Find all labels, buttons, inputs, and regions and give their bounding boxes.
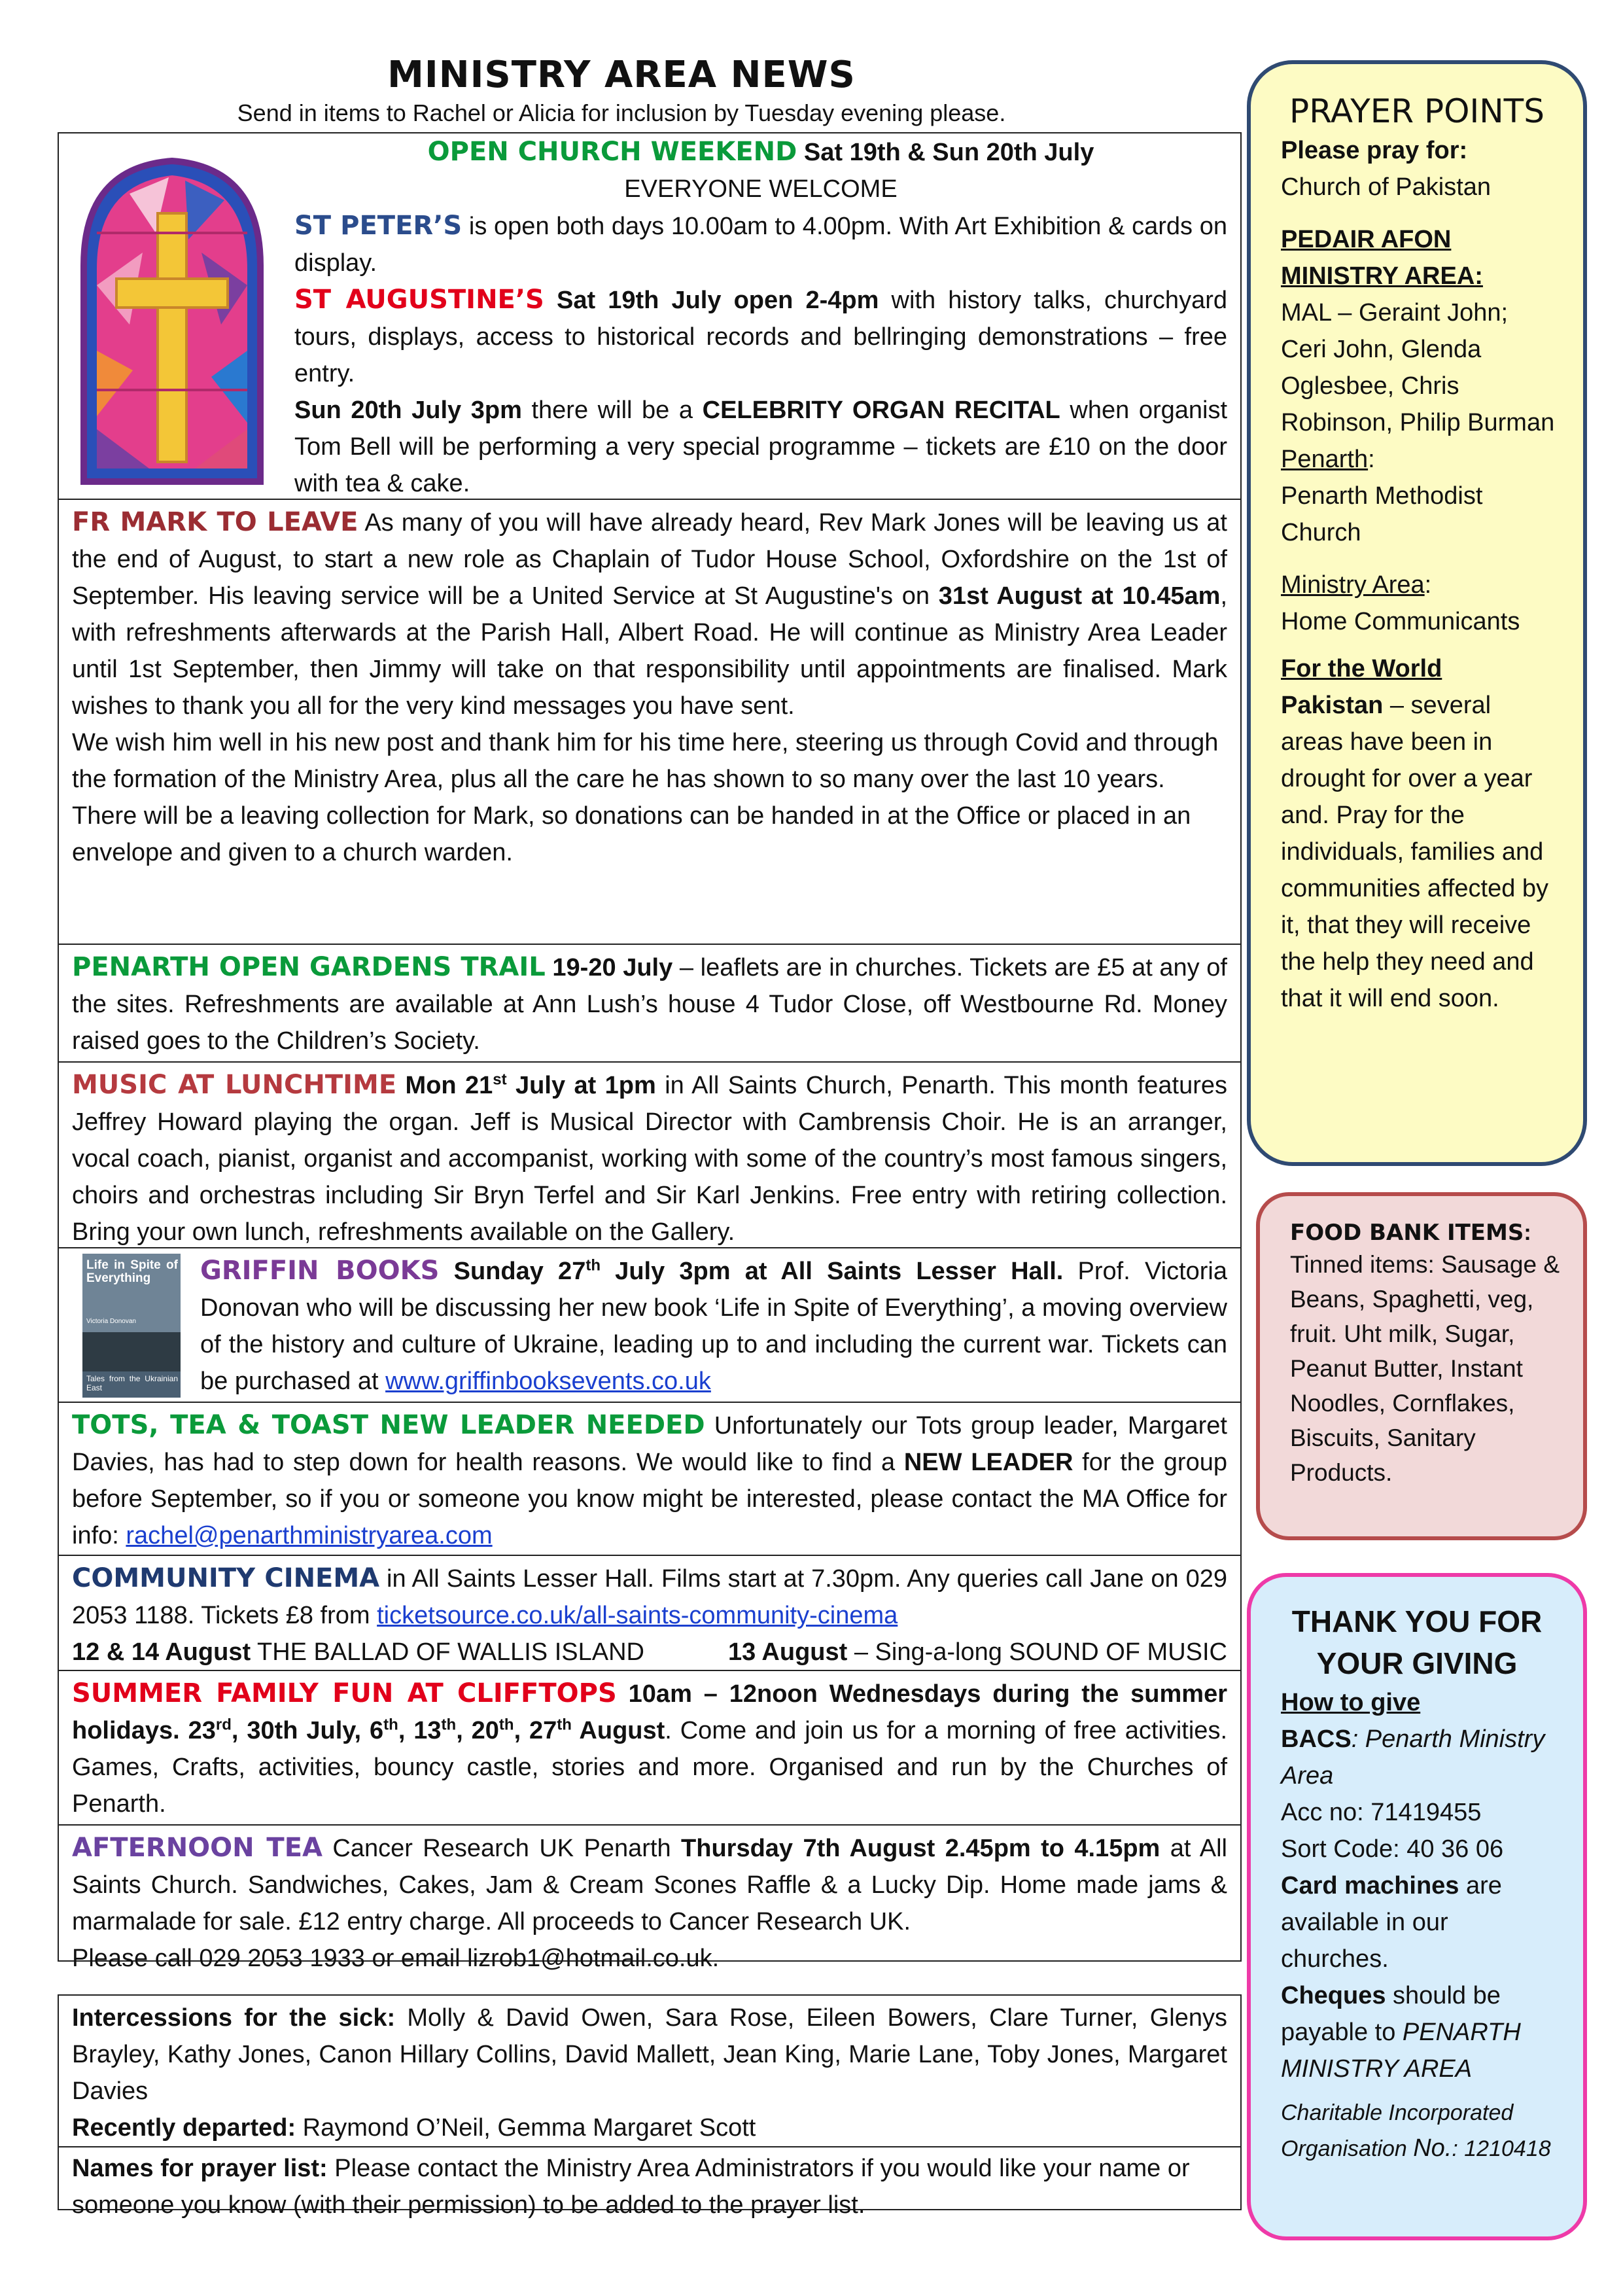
ministry-area-heading: Ministry Area <box>1281 571 1425 599</box>
cinema-heading: COMMUNITY CINEMA <box>72 1563 380 1593</box>
section-cinema <box>59 1556 1240 1671</box>
cinema-film-2 <box>728 1634 1227 1670</box>
cinema-film-1 <box>72 1634 644 1670</box>
bacs-label: BACS <box>1281 1725 1352 1753</box>
summer-dates-c: , 13 <box>398 1717 442 1744</box>
ministry-area-heading-line <box>1281 567 1560 603</box>
organ-recital-text-a: there will be a <box>521 397 703 424</box>
summer-sup-3: th <box>441 1716 457 1734</box>
tots-new-leader: NEW LEADER <box>903 1449 1073 1476</box>
book-cover-title: Life in Spite of Everything <box>86 1258 178 1285</box>
for-the-world-heading: For the World <box>1281 655 1442 682</box>
card-machines-text: are available in our churches. <box>1281 1872 1502 1973</box>
tots-email-link[interactable]: rachel@penarthministryarea.com <box>126 1522 493 1549</box>
book-cover-author: Victoria Donovan <box>86 1318 136 1325</box>
prayer-list-text: Please contact the Ministry Area Administrators if you would like your name or someone you know (with their permission) to be added to the prayer list. <box>72 2155 1190 2219</box>
book-cover-image <box>82 1254 181 1398</box>
cinema-film-1-title: THE BALLAD OF WALLIS ISLAND <box>251 1638 644 1666</box>
giving-title: THANK YOU FOR YOUR GIVING <box>1291 1604 1543 1680</box>
summer-sup-1: rd <box>215 1716 232 1734</box>
news-column <box>58 132 1242 1972</box>
st-peters-paragraph <box>294 207 1227 281</box>
griffin-date-b: July 3pm at All Saints Lesser Hall. <box>600 1258 1064 1285</box>
open-church-heading-line <box>294 133 1227 171</box>
food-bank-panel <box>1256 1192 1587 1540</box>
section-griffin-books <box>59 1248 1240 1403</box>
card-machines <box>1281 1867 1560 1977</box>
home-communicants: Home Communicants <box>1281 608 1520 635</box>
charity-number <box>1281 2095 1560 2166</box>
afternoon-tea-date: Thursday 7th August 2.45pm to 4.15pm <box>681 1835 1161 1862</box>
section-open-gardens <box>59 945 1240 1063</box>
open-gardens-heading: PENARTH OPEN GARDENS TRAIL <box>72 952 546 982</box>
charity-no-label: No. <box>1413 2134 1452 2162</box>
music-text: in All Saints Church, Penarth. This month features Jeffrey Howard playing the organ. Jeff is Musical Director with Cambrensis Choir. He is an arranger, vocal coach, pianist, organist and accompanist, working with some of the country’s most famous singers, choirs and orchestras including Sir Bryn Terfel and Sir Karl Jenkins. Free entry with retiring collection. Bring your own lunch, refreshments available on the Gallery. <box>72 1072 1228 1246</box>
cheques-label: Cheques <box>1281 1982 1386 2009</box>
summer-dates-b: , 30th July, 6 <box>231 1717 384 1744</box>
pedair-afon-heading: PEDAIR AFON MINISTRY AREA: <box>1281 226 1483 290</box>
prayer-points-title: PRAYER POINTS <box>1289 92 1544 130</box>
st-augustines-heading: ST AUGUSTINE’S <box>294 285 544 315</box>
organ-recital-title: CELEBRITY ORGAN RECITAL <box>702 397 1060 424</box>
music-date-sup: st <box>493 1070 507 1089</box>
intercessions-section <box>59 1996 1240 2147</box>
organ-recital-paragraph <box>294 392 1227 502</box>
leaving-service-date: 31st August at 10.45am <box>938 582 1221 610</box>
tots-text-b: for the group before September, so if you or someone you know might be interested, please contact the MA Office for info: <box>72 1449 1227 1549</box>
griffin-heading: GRIFFIN BOOKS <box>200 1256 440 1286</box>
please-pray-for: Please pray for: <box>1281 137 1468 164</box>
open-church-text <box>294 133 1227 502</box>
music-date-a: Mon 21 <box>396 1072 493 1099</box>
intercessions-sick-names: Molly & David Owen, Sara Rose, Eileen Bowers, Clare Turner, Glenys Brayley, Kathy Jones, Canon Hillary Collins, David Mallett, Jean King, Marie Lane, Toby Jones, Margaret Davies <box>72 2004 1227 2105</box>
st-augustines-time: Sat 19th July open 2-4pm <box>544 287 879 314</box>
summer-heading: SUMMER FAMILY FUN AT CLIFFTOPS <box>72 1678 617 1708</box>
penarth-heading: Penarth <box>1281 446 1369 473</box>
fr-mark-heading: FR MARK TO LEAVE <box>72 507 358 537</box>
pakistan-label: Pakistan <box>1281 692 1384 719</box>
book-cover-subtitle: Tales from the Ukrainian East <box>86 1374 178 1392</box>
summer-sup-4: th <box>498 1716 514 1734</box>
card-machines-label: Card machines <box>1281 1872 1459 1899</box>
church-of-pakistan: Church of Pakistan <box>1281 173 1492 201</box>
open-gardens-dates: 19-20 July <box>545 954 673 981</box>
bacs-payee: : Penarth Ministry Area <box>1281 1725 1545 1790</box>
food-bank-title: FOOD BANK ITEMS <box>1290 1220 1524 1246</box>
summer-dates-d: , 20 <box>456 1717 499 1744</box>
summer-text: . Come and join us for a morning of free activities. Games, Crafts, activities, bouncy castle, stories and more. Organised and run by the Churches of Penarth. <box>72 1717 1228 1818</box>
section-tots <box>59 1403 1240 1556</box>
food-bank-title-line <box>1290 1218 1563 1247</box>
cheques-text: should be payable to <box>1281 1982 1501 2046</box>
sort-code: Sort Code: 40 36 06 <box>1281 1835 1504 1863</box>
tots-heading: TOTS, TEA & TOAST NEW LEADER NEEDED <box>72 1410 705 1440</box>
cinema-film-2-title: – Sing-a-long SOUND OF MUSIC <box>847 1638 1227 1666</box>
recently-departed <box>72 2110 1227 2146</box>
music-date-b: July at 1pm <box>506 1072 656 1099</box>
st-augustines-paragraph <box>294 281 1227 392</box>
charity-label: Charitable Incorporated Organisation <box>1281 2100 1514 2161</box>
griffin-text: Prof. Victoria Donovan who will be discussing her new book ‘Life in Spite of Everything’, a moving overview of the history and culture of Ukraine, leading up to and including the current war. Tickets can be purchased at <box>200 1258 1228 1395</box>
cheques-payee: PENARTH MINISTRY AREA <box>1281 2019 1521 2083</box>
mal-names: MAL – Geraint John; Ceri John, Glenda Oglesbee, Chris Robinson, Philip Burman <box>1281 299 1555 436</box>
music-heading: MUSIC AT LUNCHTIME <box>72 1070 397 1100</box>
everyone-welcome: EVERYONE WELCOME <box>624 175 898 203</box>
cinema-tickets-link[interactable]: ticketsource.co.uk/all-saints-community-cinema <box>377 1602 898 1629</box>
organ-recital-text-b: when organist Tom Bell will be performing a very special programme – tickets are £10 on the door with tea & cake. <box>294 397 1228 497</box>
griffin-date-a: Sunday 27 <box>439 1258 586 1285</box>
summer-dates-e: , 27 <box>514 1717 557 1744</box>
afternoon-tea-contact: Please call 029 2053 1933 or email lizrob1@hotmail.co.uk. <box>72 1945 720 1972</box>
cinema-films <box>72 1634 1227 1670</box>
intercessions-box <box>58 1994 1242 2219</box>
cinema-film-2-date: 13 August <box>728 1638 848 1666</box>
summer-dates-f: August <box>571 1717 665 1744</box>
penarth-heading-line <box>1281 441 1560 478</box>
st-augustines-text: with history talks, churchyard tours, displays, access to historical records and bellringing demonstrations – free entry. <box>294 287 1227 387</box>
food-bank-items: Tinned items: Sausage & Beans, Spaghetti, veg, fruit. Uht milk, Sugar, Peanut Butter, Instant Noodles, Cornflakes, Biscuits, Sanitary Products. <box>1290 1251 1560 1486</box>
how-to-give-heading: How to give <box>1281 1689 1421 1716</box>
recently-departed-label: Recently departed: <box>72 2114 296 2142</box>
cinema-text: in All Saints Lesser Hall. Films start at 7.30pm. Any queries call Jane on 029 2053 1188. Tickets £8 from <box>72 1565 1227 1629</box>
afternoon-tea-text-b: at All Saints Church. Sandwiches, Cakes, Jam & Cream Scones Raffle & a Lucky Dip. Home made jams & marmalade for sale. £12 entry charge. All proceeds to Cancer Research UK. <box>72 1835 1227 1935</box>
organ-recital-time: Sun 20th July 3pm <box>294 397 522 424</box>
food-bank-colon: : <box>1524 1220 1531 1245</box>
section-fr-mark <box>59 500 1240 945</box>
open-church-heading: OPEN CHURCH WEEKEND <box>427 137 797 167</box>
pakistan-text: – several areas have been in drought for over a year and. Pray for the individuals, families and communities affected by it, that they will receive the help they need and that it will end soon. <box>1281 692 1549 1012</box>
prayer-list-section <box>59 2147 1240 2223</box>
fr-mark-text-b: , with refreshments afterwards at the Parish Hall, Albert Road. He will continue as Ministry Area Leader until 1st September, then Jimmy will take on that responsibility until appointments are finalised. Mark wishes to thank you all for the very kind messages you have sent. <box>72 582 1227 720</box>
recently-departed-names: Raymond O’Neil, Gemma Margaret Scott <box>296 2114 756 2142</box>
afternoon-tea-heading: AFTERNOON TEA <box>72 1833 323 1863</box>
page-title: MINISTRY AREA NEWS <box>387 54 856 96</box>
giving-panel <box>1247 1573 1587 2240</box>
open-church-dates: Sat 19th & Sun 20th July <box>797 139 1094 166</box>
st-peters-text: is open both days 10.00am to 4.00pm. With Art Exhibition & cards on display. <box>294 213 1228 277</box>
section-summer-fun <box>59 1671 1240 1826</box>
summer-dates-a: 10am – 12noon Wednesdays during the summer holidays. 23 <box>72 1680 1227 1744</box>
bacs-line <box>1281 1721 1560 1794</box>
penarth-colon: : <box>1368 446 1375 473</box>
cinema-film-1-date: 12 & 14 August <box>72 1638 251 1666</box>
charity-no-value: : 1210418 <box>1452 2136 1551 2161</box>
fr-mark-paragraph-3: There will be a leaving collection for Mark, so donations can be handed in at the Office or placed in an envelope and given to a church warden. <box>72 802 1191 866</box>
st-peters-heading: ST PETER’S <box>294 211 462 241</box>
afternoon-tea-text-a: Cancer Research UK Penarth <box>323 1835 682 1862</box>
fr-mark-paragraph-2: We wish him well in his new post and thank him for his time here, steering us through Covid and through the formation of the Ministry Area, plus all the care he has shown to so many over the last 10 years. <box>72 729 1219 793</box>
stained-glass-window-image <box>71 154 273 488</box>
intercessions-sick-label: Intercessions for the sick: <box>72 2004 396 2032</box>
tots-text-a: Unfortunately our Tots group leader, Margaret Davies, has had to step down for health reasons. We would like to find a <box>72 1412 1227 1476</box>
cheques <box>1281 1977 1560 2087</box>
book-cover-ground <box>82 1332 181 1371</box>
summer-sup-5: th <box>557 1716 572 1734</box>
summer-sup-2: th <box>383 1716 398 1734</box>
penarth-methodist: Penarth Methodist Church <box>1281 482 1483 546</box>
page-subtitle: Send in items to Rachel or Alicia for inclusion by Tuesday evening please. <box>237 99 1006 126</box>
section-afternoon-tea <box>59 1826 1240 1972</box>
section-music-lunchtime <box>59 1063 1240 1248</box>
pakistan-drought <box>1281 687 1560 1017</box>
ministry-area-colon: : <box>1424 571 1432 599</box>
section-open-church <box>59 133 1240 500</box>
account-number: Acc no: 71419455 <box>1281 1799 1482 1826</box>
fr-mark-text-a: As many of you will have already heard, Rev Mark Jones will be leaving us at the end of August, to start a new role as Chaplain of Tudor House School, Oxfordshire on the 1st of September. His leaving service will be a United Service at St Augustine's on <box>72 509 1227 610</box>
griffin-date-sup: th <box>585 1256 601 1275</box>
open-gardens-text: – leaflets are in churches. Tickets are £5 at any of the sites. Refreshments are available at Ann Lush’s house 4 Tudor Close, off Westbourne Rd. Money raised goes to the Children’s Society. <box>72 954 1227 1055</box>
prayer-points-panel <box>1247 60 1587 1166</box>
griffin-text-block <box>200 1252 1227 1400</box>
prayer-list-label: Names for prayer list: <box>72 2155 328 2182</box>
griffin-tickets-link[interactable]: www.griffinbooksevents.co.uk <box>385 1368 711 1395</box>
